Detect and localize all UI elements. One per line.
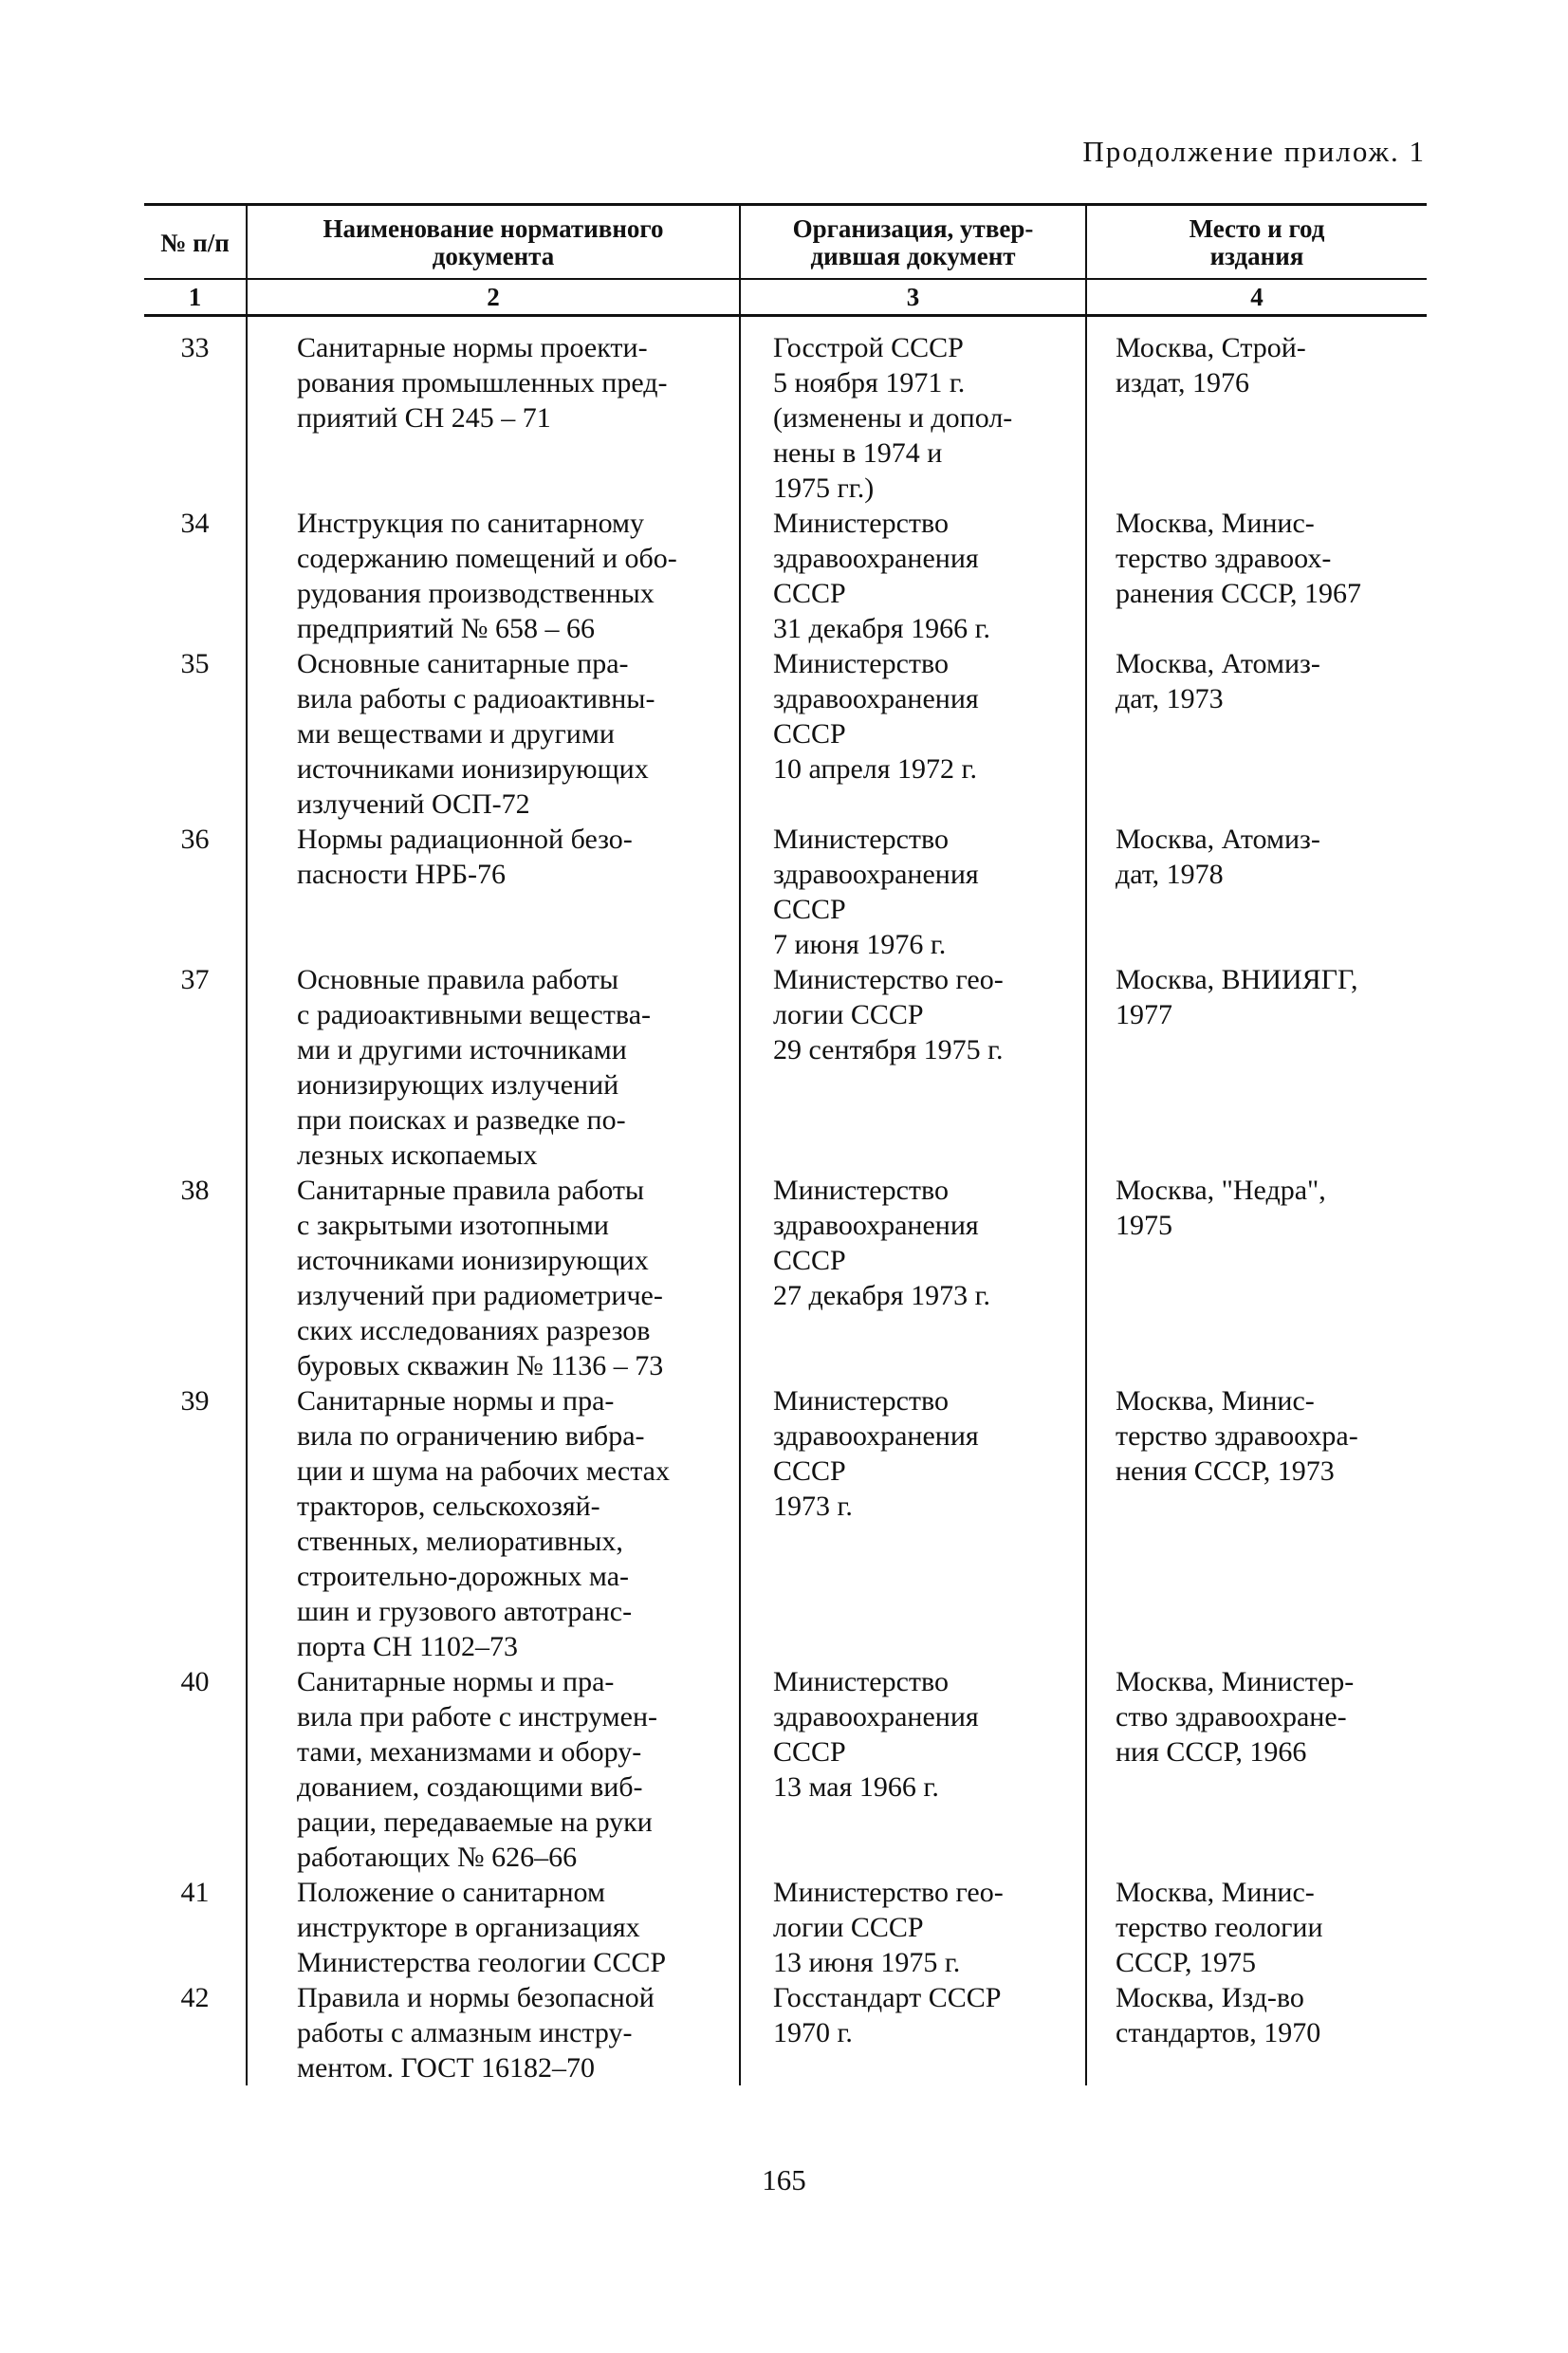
publication-place-year: Москва, "Недра", 1975: [1086, 1173, 1427, 1383]
approving-organization: Министерство здравоохранения СССР 13 мая 1966 г.: [740, 1664, 1086, 1875]
approving-organization: Министерство здравоохранения СССР 1973 г.: [740, 1383, 1086, 1664]
row-number: 37: [180, 964, 210, 995]
table-row: [144, 1664, 1427, 1875]
table-row: [144, 646, 1427, 822]
document-name: Основные правила работы с радиоактивными вещества- ми и другими источниками ионизирующих излучений при поисках и разведке по- лезных ископаемых: [247, 962, 740, 1173]
column-index: 3: [740, 279, 1086, 316]
document-name: Положение о санитарном инструкторе в организациях Министерства геологии СССР: [247, 1875, 740, 1980]
document-name: Нормы радиационной безо- пасности НРБ-76: [247, 822, 740, 962]
publication-place-year: Москва, Атомиз- дат, 1973: [1086, 646, 1427, 822]
publication-place-year: Москва, Министер- ство здравоохране- ния СССР, 1966: [1086, 1664, 1427, 1875]
table-row: [144, 962, 1427, 1173]
column-index: 1: [144, 279, 247, 316]
approving-organization: Министерство здравоохранения СССР 31 декабря 1966 г.: [740, 506, 1086, 646]
table-row: [144, 506, 1427, 646]
document-name: Санитарные нормы и пра- вила по ограничению вибра- ции и шума на рабочих местах тракторов, сельскохозяй- ственных, мелиоративных, строительно-дорожных ма- шин и грузового автотранс- порта СН 1102–73: [247, 1383, 740, 1664]
table-row: [144, 1383, 1427, 1664]
documents-table: [144, 203, 1427, 2085]
table-row: [144, 1173, 1427, 1383]
document-name: Инструкция по санитарному содержанию помещений и обо- рудования производственных предприятий № 658 – 66: [247, 506, 740, 646]
approving-organization: Министерство здравоохранения СССР 7 июня 1976 г.: [740, 822, 1086, 962]
row-number: 39: [180, 1385, 210, 1417]
row-number: 40: [180, 1666, 210, 1697]
column-header-number: № п/п: [144, 205, 247, 280]
approving-organization: Министерство здравоохранения СССР 10 апреля 1972 г.: [740, 646, 1086, 822]
row-number: 35: [180, 648, 210, 679]
row-number: 38: [180, 1175, 210, 1206]
document-name: Санитарные правила работы с закрытыми изотопными источниками ионизирующих излучений при радиометриче- ских исследованиях разрезов буровых скважин № 1136 – 73: [247, 1173, 740, 1383]
column-index: 2: [247, 279, 740, 316]
row-number: 36: [180, 824, 210, 855]
document-name: Санитарные нормы проекти- рования промышленных пред- приятий СН 245 – 71: [247, 316, 740, 507]
approving-organization: Министерство гео- логии СССР 13 июня 1975 г.: [740, 1875, 1086, 1980]
page-number: 165: [762, 2163, 806, 2196]
publication-place-year: Москва, Строй- издат, 1976: [1086, 316, 1427, 507]
document-name: Правила и нормы безопасной работы с алмазным инстру- ментом. ГОСТ 16182–70: [247, 1980, 740, 2085]
table-row: [144, 1980, 1427, 2085]
publication-place-year: Москва, Минис- терство геологии СССР, 1975: [1086, 1875, 1427, 1980]
approving-organization: Министерство здравоохранения СССР 27 декабря 1973 г.: [740, 1173, 1086, 1383]
column-header-row: [144, 205, 1427, 280]
row-number: 33: [180, 332, 210, 363]
approving-organization: Госстрой СССР 5 ноября 1971 г. (изменены и допол- нены в 1974 и 1975 гг.): [740, 316, 1086, 507]
column-header-organization: Организация, утвер- дившая документ: [740, 205, 1086, 280]
publication-place-year: Москва, Минис- терство здравоох- ранения СССР, 1967: [1086, 506, 1427, 646]
document-name: Санитарные нормы и пра- вила при работе с инструмен- тами, механизмами и обору- дованием, создающими виб- рации, передаваемые на руки работающих № 626–66: [247, 1664, 740, 1875]
row-number: 42: [180, 1982, 210, 2013]
row-number: 41: [180, 1877, 210, 1908]
publication-place-year: Москва, Изд-во стандартов, 1970: [1086, 1980, 1427, 2085]
table-row: [144, 822, 1427, 962]
publication-place-year: Москва, Минис- терство здравоохра- нения СССР, 1973: [1086, 1383, 1427, 1664]
continuation-label: Продолжение прилож. 1: [1082, 135, 1426, 168]
document-name: Основные санитарные пра- вила работы с радиоактивны- ми веществами и другими источниками ионизирующих излучений ОСП-72: [247, 646, 740, 822]
publication-place-year: Москва, Атомиз- дат, 1978: [1086, 822, 1427, 962]
column-index: 4: [1086, 279, 1427, 316]
publication-place-year: Москва, ВНИИЯГГ, 1977: [1086, 962, 1427, 1173]
approving-organization: Министерство гео- логии СССР 29 сентября 1975 г.: [740, 962, 1086, 1173]
table-row: [144, 316, 1427, 507]
column-header-place-year: Место и год издания: [1086, 205, 1427, 280]
approving-organization: Госстандарт СССР 1970 г.: [740, 1980, 1086, 2085]
column-number-row: [144, 279, 1427, 316]
table-row: [144, 1875, 1427, 1980]
column-header-document-name: Наименование нормативного документа: [247, 205, 740, 280]
row-number: 34: [180, 508, 210, 539]
